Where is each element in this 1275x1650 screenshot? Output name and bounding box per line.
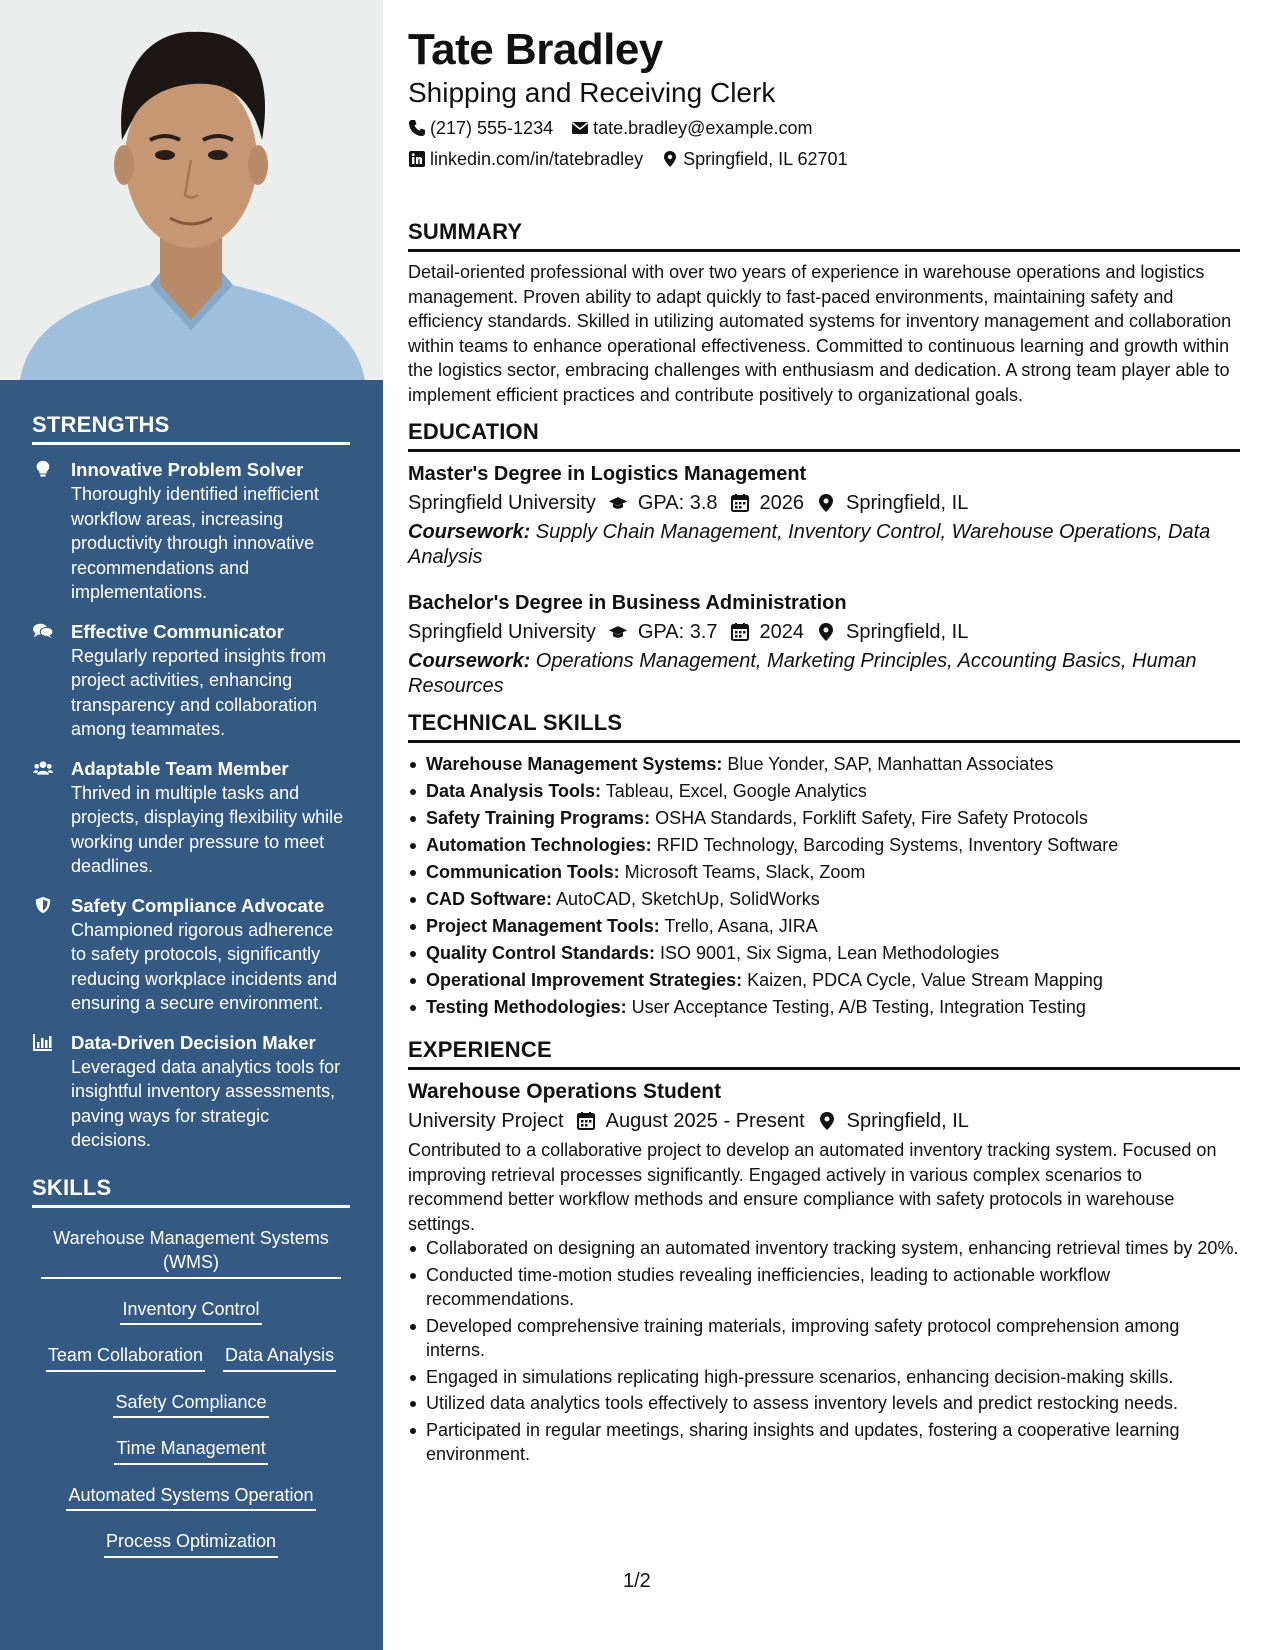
- email-contact[interactable]: [571, 114, 812, 142]
- list-item: [408, 778, 1240, 805]
- skill-values: Trello, Asana, JIRA: [659, 916, 818, 936]
- email-text: tate.bradley@example.com: [593, 118, 813, 138]
- list-item: Engaged in simulations replicating high-pressure scenarios, enhancing decision-making skills.: [408, 1365, 1240, 1390]
- list-item: [408, 886, 1240, 913]
- degree-title: Master's Degree in Logistics Management: [408, 463, 807, 485]
- list-item: Conducted time-motion studies revealing inefficiencies, leading to actionable workflow recommendations.: [408, 1263, 1240, 1312]
- comments-icon: [32, 621, 54, 641]
- summary-text: Detail-oriented professional with over two years of experience in warehouse operations and logistics management. Proven ability to adapt quickly to fast-paced environments, maintaining safety and efficiency standards. Skilled in utilizing automated systems for inventory management and collaboration within teams to enhance operational effectiveness. Committed to continuous learning and growth within the logistics sector, embracing challenges with enthusiasm and dedication. A strong team player able to implement efficient practices and contribute positively to organizational goals.: [408, 262, 1232, 405]
- users-icon: [32, 758, 54, 778]
- coursework-text: Operations Management, Marketing Principles, Accounting Basics, Human Resources: [408, 650, 1197, 697]
- list-item: Collaborated on designing an automated inventory tracking system, enhancing retrieval times by 20%.: [408, 1236, 1240, 1261]
- skill-values: OSHA Standards, Forklift Safety, Fire Safety Protocols: [650, 808, 1088, 828]
- school-name: Springfield University: [408, 621, 596, 643]
- education-meta: [408, 617, 1240, 647]
- bar-chart-icon: [32, 1032, 54, 1052]
- contact-row: [408, 114, 1240, 142]
- strength-item: [32, 893, 350, 1016]
- list-item: [408, 832, 1240, 859]
- skill-tag: Process Optimization: [104, 1529, 278, 1558]
- list-item: Developed comprehensive training materials, improving safety protocol comprehension among interns.: [408, 1314, 1240, 1363]
- phone-contact[interactable]: [408, 114, 553, 142]
- education-meta: [408, 488, 1240, 518]
- shield-icon: [32, 895, 54, 915]
- strength-title: Adaptable Team Member: [71, 757, 289, 779]
- graduation-cap-icon: [608, 493, 628, 513]
- location-text: Springfield, IL: [846, 621, 969, 643]
- phone-text: (217) 555-1234: [430, 118, 554, 138]
- strength-desc: Thrived in multiple tasks and projects, displaying flexibility while working under pressure to meet deadlines.: [71, 782, 344, 876]
- skill-category: Project Management Tools:: [426, 916, 660, 936]
- strength-desc: Leveraged data analytics tools for insightful inventory assessments, paving ways for strategic decisions.: [71, 1056, 341, 1150]
- location-text: Springfield, IL 62701: [683, 149, 848, 169]
- dates: [576, 1106, 805, 1136]
- location-text: Springfield, IL: [846, 1110, 969, 1132]
- list-item: [408, 805, 1240, 832]
- skill-values: RFID Technology, Barcoding Systems, Inventory Software: [651, 835, 1119, 855]
- technical-skills-heading: TECHNICAL SKILLS: [408, 710, 1240, 743]
- skill-category: Automation Technologies:: [426, 835, 652, 855]
- list-item: Utilized data analytics tools effectively to assess inventory levels and predict restocking needs.: [408, 1391, 1240, 1416]
- location: [817, 1106, 969, 1136]
- education-item: [408, 589, 1240, 698]
- list-item: [408, 967, 1240, 994]
- skill-values: ISO 9001, Six Sigma, Lean Methodologies: [655, 943, 1000, 963]
- strength-item: [32, 1030, 350, 1153]
- linkedin-text: linkedin.com/in/tatebradley: [430, 149, 644, 169]
- list-item: [408, 751, 1240, 778]
- strengths-heading: STRENGTHS: [32, 412, 350, 445]
- gpa: [608, 488, 718, 518]
- job-title: Shipping and Receiving Clerk: [408, 77, 776, 108]
- strength-desc: Thoroughly identified inefficient workflow areas, increasing productivity through innovative recommendations and implementations.: [71, 484, 319, 602]
- list-item: [408, 994, 1240, 1021]
- skill-category: Safety Training Programs:: [426, 808, 651, 828]
- candidate-name: Tate Bradley: [408, 25, 663, 74]
- sidebar-content: [32, 412, 350, 1570]
- location: [816, 617, 968, 647]
- strength-item: [32, 457, 350, 605]
- coursework-text: Supply Chain Management, Inventory Control, Warehouse Operations, Data Analysis: [408, 521, 1211, 568]
- skill-tag: Team Collaboration: [46, 1343, 205, 1372]
- experience-section: [408, 1037, 1240, 1467]
- envelope-icon: [571, 119, 589, 137]
- map-pin-icon: [816, 622, 836, 642]
- skill-values: Microsoft Teams, Slack, Zoom: [619, 862, 866, 882]
- experience-meta: [408, 1106, 1240, 1136]
- calendar-icon: [730, 493, 750, 513]
- summary-section: [408, 219, 1240, 407]
- location-contact: [661, 145, 847, 173]
- strength-item: [32, 619, 350, 742]
- skill-values: AutoCAD, SketchUp, SolidWorks: [552, 889, 820, 909]
- skills-heading: SKILLS: [32, 1175, 350, 1208]
- education-heading: EDUCATION: [408, 419, 1240, 452]
- strength-desc: Regularly reported insights from project activities, enhancing transparency and collaboration among teammates.: [71, 645, 327, 739]
- skill-list: [32, 1220, 350, 1570]
- coursework-label: Coursework:: [408, 521, 531, 543]
- main-content: [408, 0, 1240, 1469]
- page-number: 1/2: [623, 1570, 651, 1592]
- education-section: [408, 419, 1240, 698]
- skill-tag: Data Analysis: [223, 1343, 336, 1372]
- skill-category: Communication Tools:: [426, 862, 620, 882]
- skill-values: Tableau, Excel, Google Analytics: [601, 781, 867, 801]
- summary-heading: SUMMARY: [408, 219, 1240, 252]
- experience-title: Warehouse Operations Student: [408, 1080, 722, 1103]
- strength-desc: Championed rigorous adherence to safety protocols, significantly reducing workplace incidents and ensuring a secure environment.: [71, 919, 338, 1013]
- strength-title: Data-Driven Decision Maker: [71, 1031, 316, 1053]
- strength-title: Safety Compliance Advocate: [71, 894, 325, 916]
- list-item: Participated in regular meetings, sharing insights and updates, fostering a cooperative learning environment.: [408, 1418, 1240, 1467]
- dates-text: August 2025 - Present: [605, 1110, 805, 1132]
- skill-category: Warehouse Management Systems:: [426, 754, 723, 774]
- education-item: [408, 460, 1240, 569]
- skill-category: Operational Improvement Strategies:: [426, 970, 743, 990]
- gpa: [608, 617, 718, 647]
- list-item: [408, 913, 1240, 940]
- sidebar: [0, 0, 383, 1650]
- skill-values: User Acceptance Testing, A/B Testing, Integration Testing: [626, 997, 1086, 1017]
- gpa-text: GPA: 3.8: [637, 492, 718, 514]
- school-name: Springfield University: [408, 492, 596, 514]
- linkedin-icon: [408, 150, 426, 168]
- experience-description: Contributed to a collaborative project to develop an automated inventory tracking system. Focused on improving retrieval processes significantly. Engaged actively in various complex scenarios to recommend better workflow methods and ensure compliance with safety protocols in warehouse settings.: [408, 1140, 1217, 1234]
- location: [816, 488, 968, 518]
- contact-row: [408, 145, 1240, 173]
- strength-item: [32, 756, 350, 879]
- skill-category: Quality Control Standards:: [426, 943, 656, 963]
- map-pin-icon: [661, 150, 679, 168]
- phone-icon: [408, 119, 426, 137]
- gpa-text: GPA: 3.7: [637, 621, 718, 643]
- year-text: 2026: [759, 492, 805, 514]
- map-pin-icon: [816, 493, 836, 513]
- skill-tag: Inventory Control: [120, 1297, 261, 1326]
- location-text: Springfield, IL: [846, 492, 969, 514]
- technical-skills-list: [408, 751, 1240, 1021]
- year: [730, 488, 805, 518]
- skill-values: Blue Yonder, SAP, Manhattan Associates: [722, 754, 1054, 774]
- linkedin-contact[interactable]: [408, 145, 643, 173]
- degree-title: Bachelor's Degree in Business Administration: [408, 592, 847, 614]
- list-item: [408, 940, 1240, 967]
- year-text: 2024: [759, 621, 805, 643]
- profile-photo: [0, 0, 383, 380]
- skill-tag: Time Management: [114, 1436, 267, 1465]
- graduation-cap-icon: [608, 622, 628, 642]
- experience-heading: EXPERIENCE: [408, 1037, 1240, 1070]
- year: [730, 617, 805, 647]
- map-pin-icon: [817, 1111, 837, 1131]
- technical-skills-section: [408, 710, 1240, 1021]
- skill-category: CAD Software:: [426, 889, 553, 909]
- list-item: [408, 859, 1240, 886]
- experience-bullets: [408, 1236, 1240, 1467]
- skill-tag: Automated Systems Operation: [66, 1483, 315, 1512]
- skill-values: Kaizen, PDCA Cycle, Value Stream Mapping: [742, 970, 1103, 990]
- coursework-label: Coursework:: [408, 650, 531, 672]
- skill-category: Testing Methodologies:: [426, 997, 627, 1017]
- lightbulb-icon: [32, 459, 54, 479]
- calendar-icon: [730, 622, 750, 642]
- skill-category: Data Analysis Tools:: [426, 781, 602, 801]
- organization: University Project: [408, 1110, 564, 1132]
- strength-title: Innovative Problem Solver: [71, 459, 304, 480]
- skill-tag: Warehouse Management Systems (WMS): [41, 1226, 341, 1279]
- coursework: [408, 649, 1240, 698]
- coursework: [408, 520, 1240, 569]
- skill-tag: Safety Compliance: [113, 1390, 268, 1419]
- strength-title: Effective Communicator: [71, 620, 284, 642]
- calendar-icon: [576, 1111, 596, 1131]
